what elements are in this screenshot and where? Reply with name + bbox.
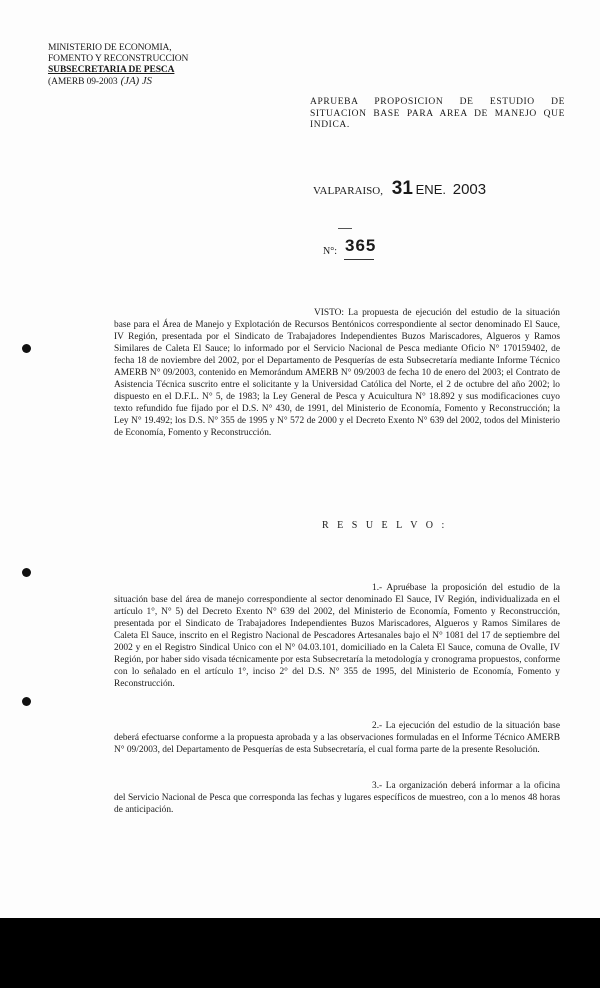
- ministry-header: [48, 43, 198, 88]
- subsecretaria-line: SUBSECRETARIA DE PESCA: [48, 65, 175, 75]
- punch-hole-1: [22, 344, 31, 353]
- date-day: 31: [391, 178, 413, 199]
- scan-border: [0, 918, 600, 988]
- resolution-article-1: [114, 582, 560, 690]
- punch-hole-2: [22, 568, 31, 577]
- ministry-line-2: FOMENTO Y RECONSTRUCCION: [48, 54, 189, 64]
- resolution-number: 365: [345, 236, 377, 255]
- article-2-text: 2.- La ejecución del estudio de la situación base deberá efectuarse conforme a la propuesta aprobada y a las observaciones formuladas en el Informe Técnico AMERB N° 09/2003, del Departamento de Pesquerías de esta Subsecretaría, el cual forma parte de la presente Resolución.: [114, 721, 560, 755]
- document-subject: APRUEBA PROPOSICION DE ESTUDIO DE SITUACION BASE PARA AREA DE MANEJO QUE INDICA.: [310, 97, 565, 130]
- resuelvo-heading: R E S U E L V O :: [322, 520, 448, 531]
- article-1-text: 1.- Apruébase la proposición del estudio de la situación base del área de manejo correspondiente al sector denominado El Sauce, IV Región, individualizada en el artículo 1°, N° 5) del Decreto Exento N° 639 del 2002, del Ministerio de Economía, Fomento y Reconstrucción, presentada por el Sindicato de Trabajadores Independientes Buzos Mariscadores, Algueros y Ramos Similares de Caleta El Sauce, inscrito en el Registro Nacional de Pescadores Artesanales bajo el N° 1081 del 17 de septiembre del 2002 y en el Registro Sindical Unico con el N° 04.03.101, domiciliado en la Caleta El Sauce, comuna de Ovalle, IV Región, por haber sido visada técnicamente por esta Subsecretaría la metodología y cronograma propuestos, conforme con lo señalado en el artículo 1°, inciso 2° del D.S. N° 355 de 1995, del Ministerio de Economía, Fomento y Reconstrucción.: [114, 583, 560, 689]
- number-dash: [338, 228, 352, 229]
- date-month: ENE.: [415, 182, 446, 197]
- article-3-text: 3.- La organización deberá informar a la oficina del Servicio Nacional de Pesca que corresponda las fechas y lugares específicos de muestreo, con a lo menos 48 horas de anticipación.: [114, 781, 560, 815]
- resolution-article-3: [114, 780, 560, 816]
- city-date: [313, 178, 486, 200]
- punch-hole-3: [22, 697, 31, 706]
- city: VALPARAISO,: [313, 185, 383, 197]
- number-underline: [344, 259, 374, 260]
- number-label: N°:: [323, 246, 337, 257]
- visto-text: VISTO: La propuesta de ejecución del estudio de la situación base para el Área de Manejo y Explotación de Recursos Bentónicos correspondiente al sector denominado El Sauce, IV Región, presentada por el Sindicato de Trabajadores Independientes Buzos Mariscadores, Algueros y Ramos Similares de Caleta El Sauce; lo informado por el Servicio Nacional de Pesca mediante Oficio N° 170159402, de fecha 18 de noviembre del 2002, por el Departamento de Pesquerías de esta Subsecretaría mediante Informe Técnico AMERB N° 09/2003, contenido en Memorándum AMERB N° 09/2003 de fecha 10 de enero del 2003; el Contrato de Asistencia Técnica suscrito entre el solicitante y la Universidad Católica del Norte, el 2 de octubre del año 2002; lo dispuesto en el D.F.L. N° 5, de 1983; la Ley General de Pesca y Acuicultura N° 18.892 y sus modificaciones cuyo texto refundido fue fijado por el D.S. N° 430, de 1991, del Ministerio de Economía, Fomento y Reconstrucción; la Ley N° 19.492; los D.S. N° 355 de 1995 y N° 572 de 2000 y el Decreto Exento N° 639 del 2002, todos del Ministerio de Economía, Fomento y Reconstrucción.: [114, 308, 560, 438]
- reference-line: [48, 76, 198, 88]
- resolution-article-2: [114, 720, 560, 756]
- date-year: 2003: [452, 181, 487, 198]
- visto-paragraph: [114, 307, 560, 439]
- reference-code: (AMERB 09-2003: [48, 77, 118, 87]
- handwritten-initials: (JA) JS: [120, 75, 152, 87]
- ministry-line-1: MINISTERIO DE ECONOMIA,: [48, 43, 172, 53]
